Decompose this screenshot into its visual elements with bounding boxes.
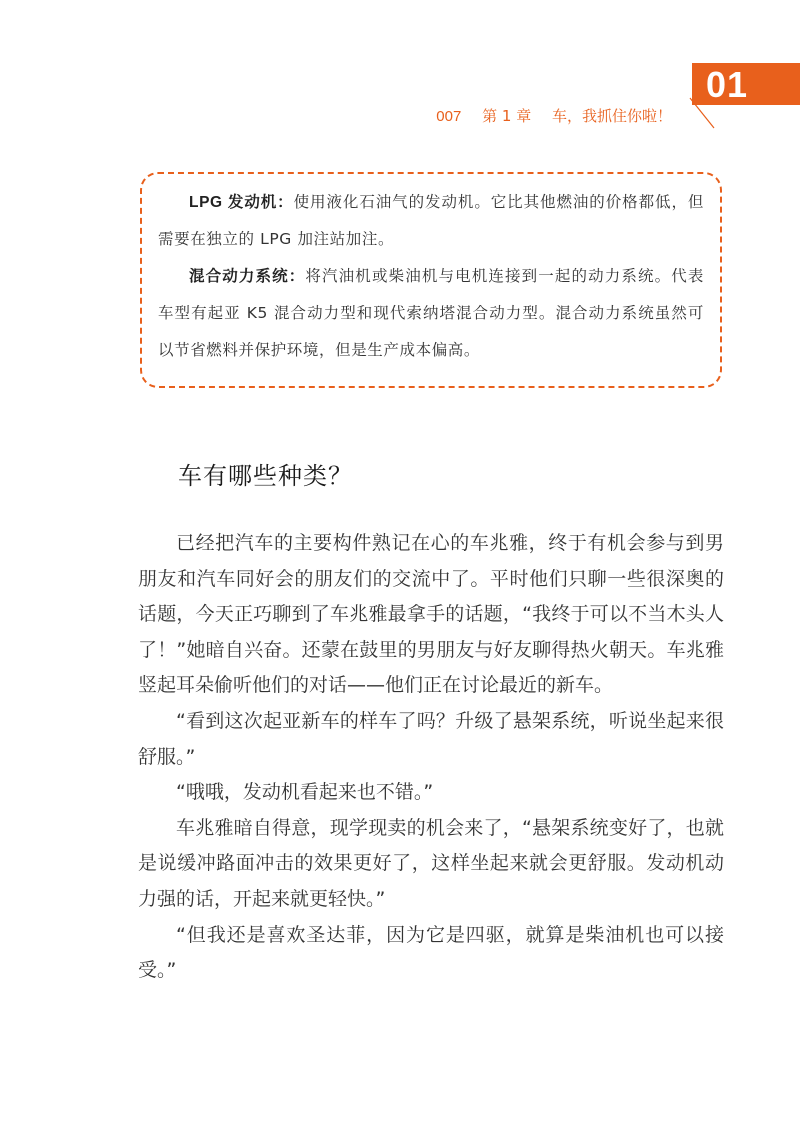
paragraph: “哦哦，发动机看起来也不错。” bbox=[176, 781, 434, 804]
glossary-note-box bbox=[140, 172, 722, 388]
glossary-term: 混合动力系统： bbox=[189, 268, 306, 285]
chapter-number: 01 bbox=[706, 64, 749, 105]
glossary-definition: 将汽油机或柴油机与电机连接到一起的动力系统。代表车型有起亚 K5 混合动力型和现代索纳塔混合动力型。混合动力系统虽然可以节省燃料并保护环境，但是生产成本偏高。 bbox=[158, 267, 705, 359]
section-title: 车有哪些种类？ bbox=[178, 462, 353, 490]
page-number: 007 bbox=[436, 108, 462, 125]
chapter-title: 车，我抓住你啦！ bbox=[551, 107, 672, 125]
glossary-term: LPG 发动机： bbox=[189, 194, 294, 211]
paragraph: “看到这次起亚新车的样车了吗？升级了悬架系统，听说坐起来很舒服。” bbox=[138, 709, 724, 768]
paragraph: 已经把汽车的主要构件熟记在心的车兆雅，终于有机会参与到男朋友和汽车同好会的朋友们的交流中了。平时他们只聊一些很深奥的话题，今天正巧聊到了车兆雅最拿手的话题，“我终于可以不当木头人了！”她暗自兴奋。还蒙在鼓里的男朋友与好友聊得热火朝天。车兆雅竖起耳朵偷听他们的对话——他们正在讨论最近的新车。 bbox=[138, 532, 724, 697]
glossary-item bbox=[158, 184, 704, 258]
paragraph: 车兆雅暗自得意，现学现卖的机会来了，“悬架系统变好了，也就是说缓冲路面冲击的效果更好了，这样坐起来就会更舒服。发动机动力强的话，开起来就更轻快。” bbox=[138, 816, 724, 910]
glossary-item bbox=[158, 258, 704, 369]
running-header bbox=[436, 105, 672, 126]
body-text bbox=[138, 526, 724, 989]
chapter-label: 第 1 章 bbox=[482, 107, 532, 125]
glossary-definition: 使用液化石油气的发动机。它比其他燃油的价格都低，但需要在独立的 LPG 加注站加注。 bbox=[158, 193, 704, 248]
paragraph: “但我还是喜欢圣达菲，因为它是四驱，就算是柴油机也可以接受。” bbox=[138, 923, 724, 982]
header-divider-line bbox=[0, 0, 800, 140]
